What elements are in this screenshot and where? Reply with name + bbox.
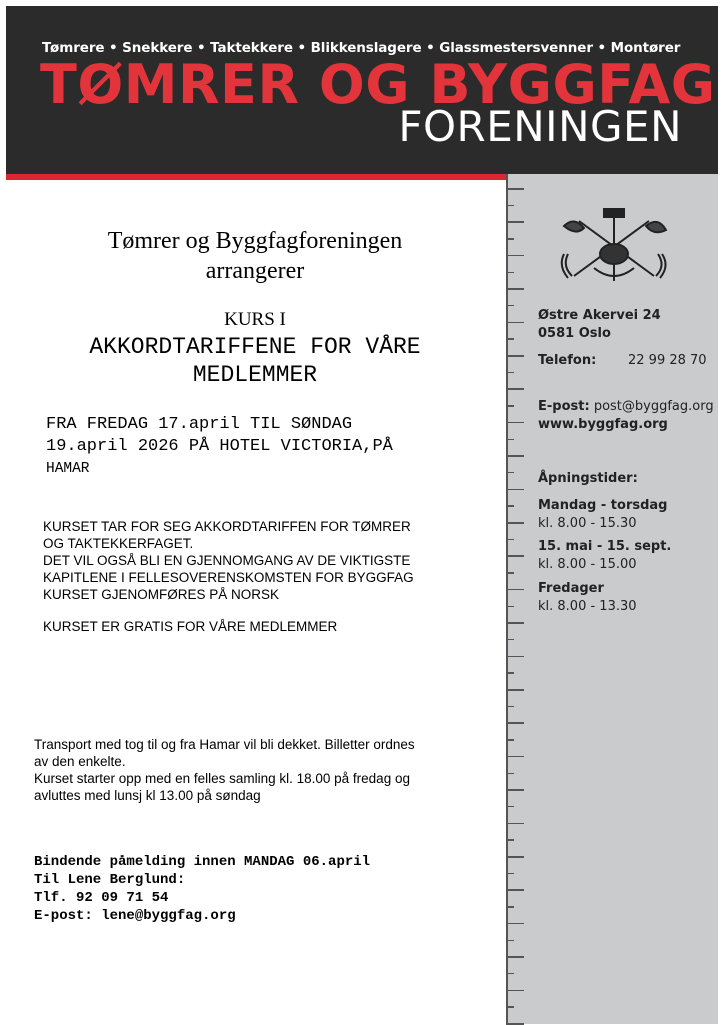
ruler-tick: [506, 622, 524, 624]
ruler-tick: [506, 906, 514, 908]
ruler-tick: [506, 1006, 514, 1008]
ruler-tick: [506, 990, 524, 992]
email-label: E-post:: [538, 399, 590, 414]
ruler-tick: [506, 639, 514, 641]
ruler-tick: [506, 505, 514, 507]
ruler-tick: [506, 940, 514, 942]
ruler-tick: [506, 472, 514, 474]
ruler-tick: [506, 873, 514, 875]
ruler-tick: [506, 806, 514, 808]
dates-line: 19.april 2026 PÅ HOTEL VICTORIA,PÅ: [46, 437, 393, 456]
description-line: KAPITLENE I FELLESOVERENSKOMSTEN FOR BYGGFAG: [43, 570, 414, 585]
signup-line: Bindende påmelding innen MANDAG 06.april: [34, 854, 371, 870]
hours-days: 15. mai - 15. sept.: [538, 539, 672, 554]
course-title-line: MEDLEMMER: [192, 362, 318, 388]
hours-days: Fredager: [538, 581, 604, 596]
ruler-tick: [506, 439, 514, 441]
ruler-tick: [506, 672, 514, 674]
ruler-tick: [506, 272, 514, 274]
heading-line: Tømrer og Byggfagforeningen: [107, 228, 403, 254]
signup-line: Tlf. 92 09 71 54: [34, 890, 169, 906]
transport-line: Transport med tog til og fra Hamar vil bli dekket. Billetter ordnes: [34, 737, 415, 752]
ruler-tick: [506, 889, 524, 891]
ruler-tick: [506, 856, 524, 858]
transport-line: av den enkelte.: [34, 754, 126, 769]
ruler-tick: [506, 756, 524, 758]
ruler-tick: [506, 572, 514, 574]
ruler-tick: [506, 455, 524, 457]
ruler-tick: [506, 372, 514, 374]
ruler-tick: [506, 739, 514, 741]
signup-line: Til Lene Berglund:: [34, 872, 186, 888]
trades-list: Tømrere • Snekkere • Taktekkere • Blikkenslagere • Glassmestersvenner • Montører: [42, 40, 681, 56]
ruler-tick: [506, 188, 524, 190]
transport-line: avluttes med lunsj kl 13.00 på søndag: [34, 788, 261, 803]
ruler-tick: [506, 689, 524, 691]
website-link[interactable]: www.byggfag.org: [538, 417, 668, 432]
ruler-tick: [506, 539, 514, 541]
course-title: [10, 333, 500, 389]
ruler-tick: [506, 839, 514, 841]
ruler-tick: [506, 288, 524, 290]
hours-title: Åpningstider:: [538, 471, 638, 486]
email-link[interactable]: post@byggfag.org: [593, 399, 714, 414]
ruler-tick: [506, 973, 514, 975]
free-notice: KURSET ER GRATIS FOR VÅRE MEDLEMMER: [43, 619, 338, 634]
description-line: KURSET GJENOMFØRES PÅ NORSK: [43, 587, 280, 602]
description-line: DET VIL OGSÅ BLI EN GJENNOMGANG AV DE VIKTIGSTE: [43, 553, 411, 568]
phone-label: Telefon:: [538, 353, 597, 368]
ruler-line: [506, 174, 508, 1024]
signup-email[interactable]: E-post: lene@byggfag.org: [34, 908, 236, 924]
ruler-tick: [506, 956, 524, 958]
ruler-tick: [506, 388, 524, 390]
ruler-tick: [506, 238, 514, 240]
dates-line: HAMAR: [46, 461, 90, 477]
organization-title: TØMRER OG BYGGFAG: [40, 53, 716, 116]
address-street: Østre Akervei 24: [538, 308, 661, 323]
heading-line: arrangerer: [205, 258, 305, 284]
main-heading: [10, 226, 500, 286]
ruler-tick: [506, 522, 524, 524]
ruler-tick: [506, 221, 524, 223]
ruler-tick: [506, 405, 514, 407]
ruler-tick: [506, 305, 514, 307]
organization-subtitle: FORENINGEN: [398, 102, 682, 151]
ruler-tick: [506, 589, 524, 591]
header-banner: [6, 6, 718, 174]
ruler-tick: [506, 823, 524, 825]
ruler-tick: [506, 789, 524, 791]
hours-time: kl. 8.00 - 15.30: [538, 516, 637, 531]
red-divider: [6, 174, 506, 180]
ruler-tick: [506, 555, 524, 557]
transport-info: [34, 736, 415, 804]
hours-time: kl. 8.00 - 15.00: [538, 557, 637, 572]
ruler-tick: [506, 606, 514, 608]
ruler-tick: [506, 773, 514, 775]
course-label: KURS I: [224, 309, 286, 330]
ruler-tick: [506, 355, 524, 357]
ruler-tick: [506, 656, 524, 658]
course-title-line: AKKORDTARIFFENE FOR VÅRE: [89, 334, 421, 360]
ruler-tick: [506, 322, 524, 324]
description-line: OG TAKTEKKERFAGET.: [43, 536, 194, 551]
ruler-tick: [506, 422, 524, 424]
signup-info: [34, 853, 370, 925]
hours-time: kl. 8.00 - 13.30: [538, 599, 637, 614]
ruler-tick: [506, 255, 524, 257]
hours-days: Mandag - torsdag: [538, 498, 668, 513]
description-line: KURSET TAR FOR SEG AKKORDTARIFFEN FOR TØMRER: [43, 519, 411, 534]
course-description: [43, 518, 414, 603]
ruler-tick: [506, 205, 514, 207]
address-postal: 0581 Oslo: [538, 326, 611, 341]
ruler-tick: [506, 338, 514, 340]
ruler-tick: [506, 706, 514, 708]
dates-line: FRA FREDAG 17.april TIL SØNDAG: [46, 415, 353, 434]
phone-value: 22 99 28 70: [628, 353, 707, 368]
ruler-tick: [506, 722, 524, 724]
transport-line: Kurset starter opp med en felles samling kl. 18.00 på fredag og: [34, 771, 410, 786]
email-row: [538, 398, 714, 415]
course-dates: [46, 414, 393, 480]
ruler-tick: [506, 923, 524, 925]
ruler-tick: [506, 489, 524, 491]
contact-sidebar: [506, 174, 718, 1024]
carpenter-tools-emblem-icon: [554, 206, 674, 286]
